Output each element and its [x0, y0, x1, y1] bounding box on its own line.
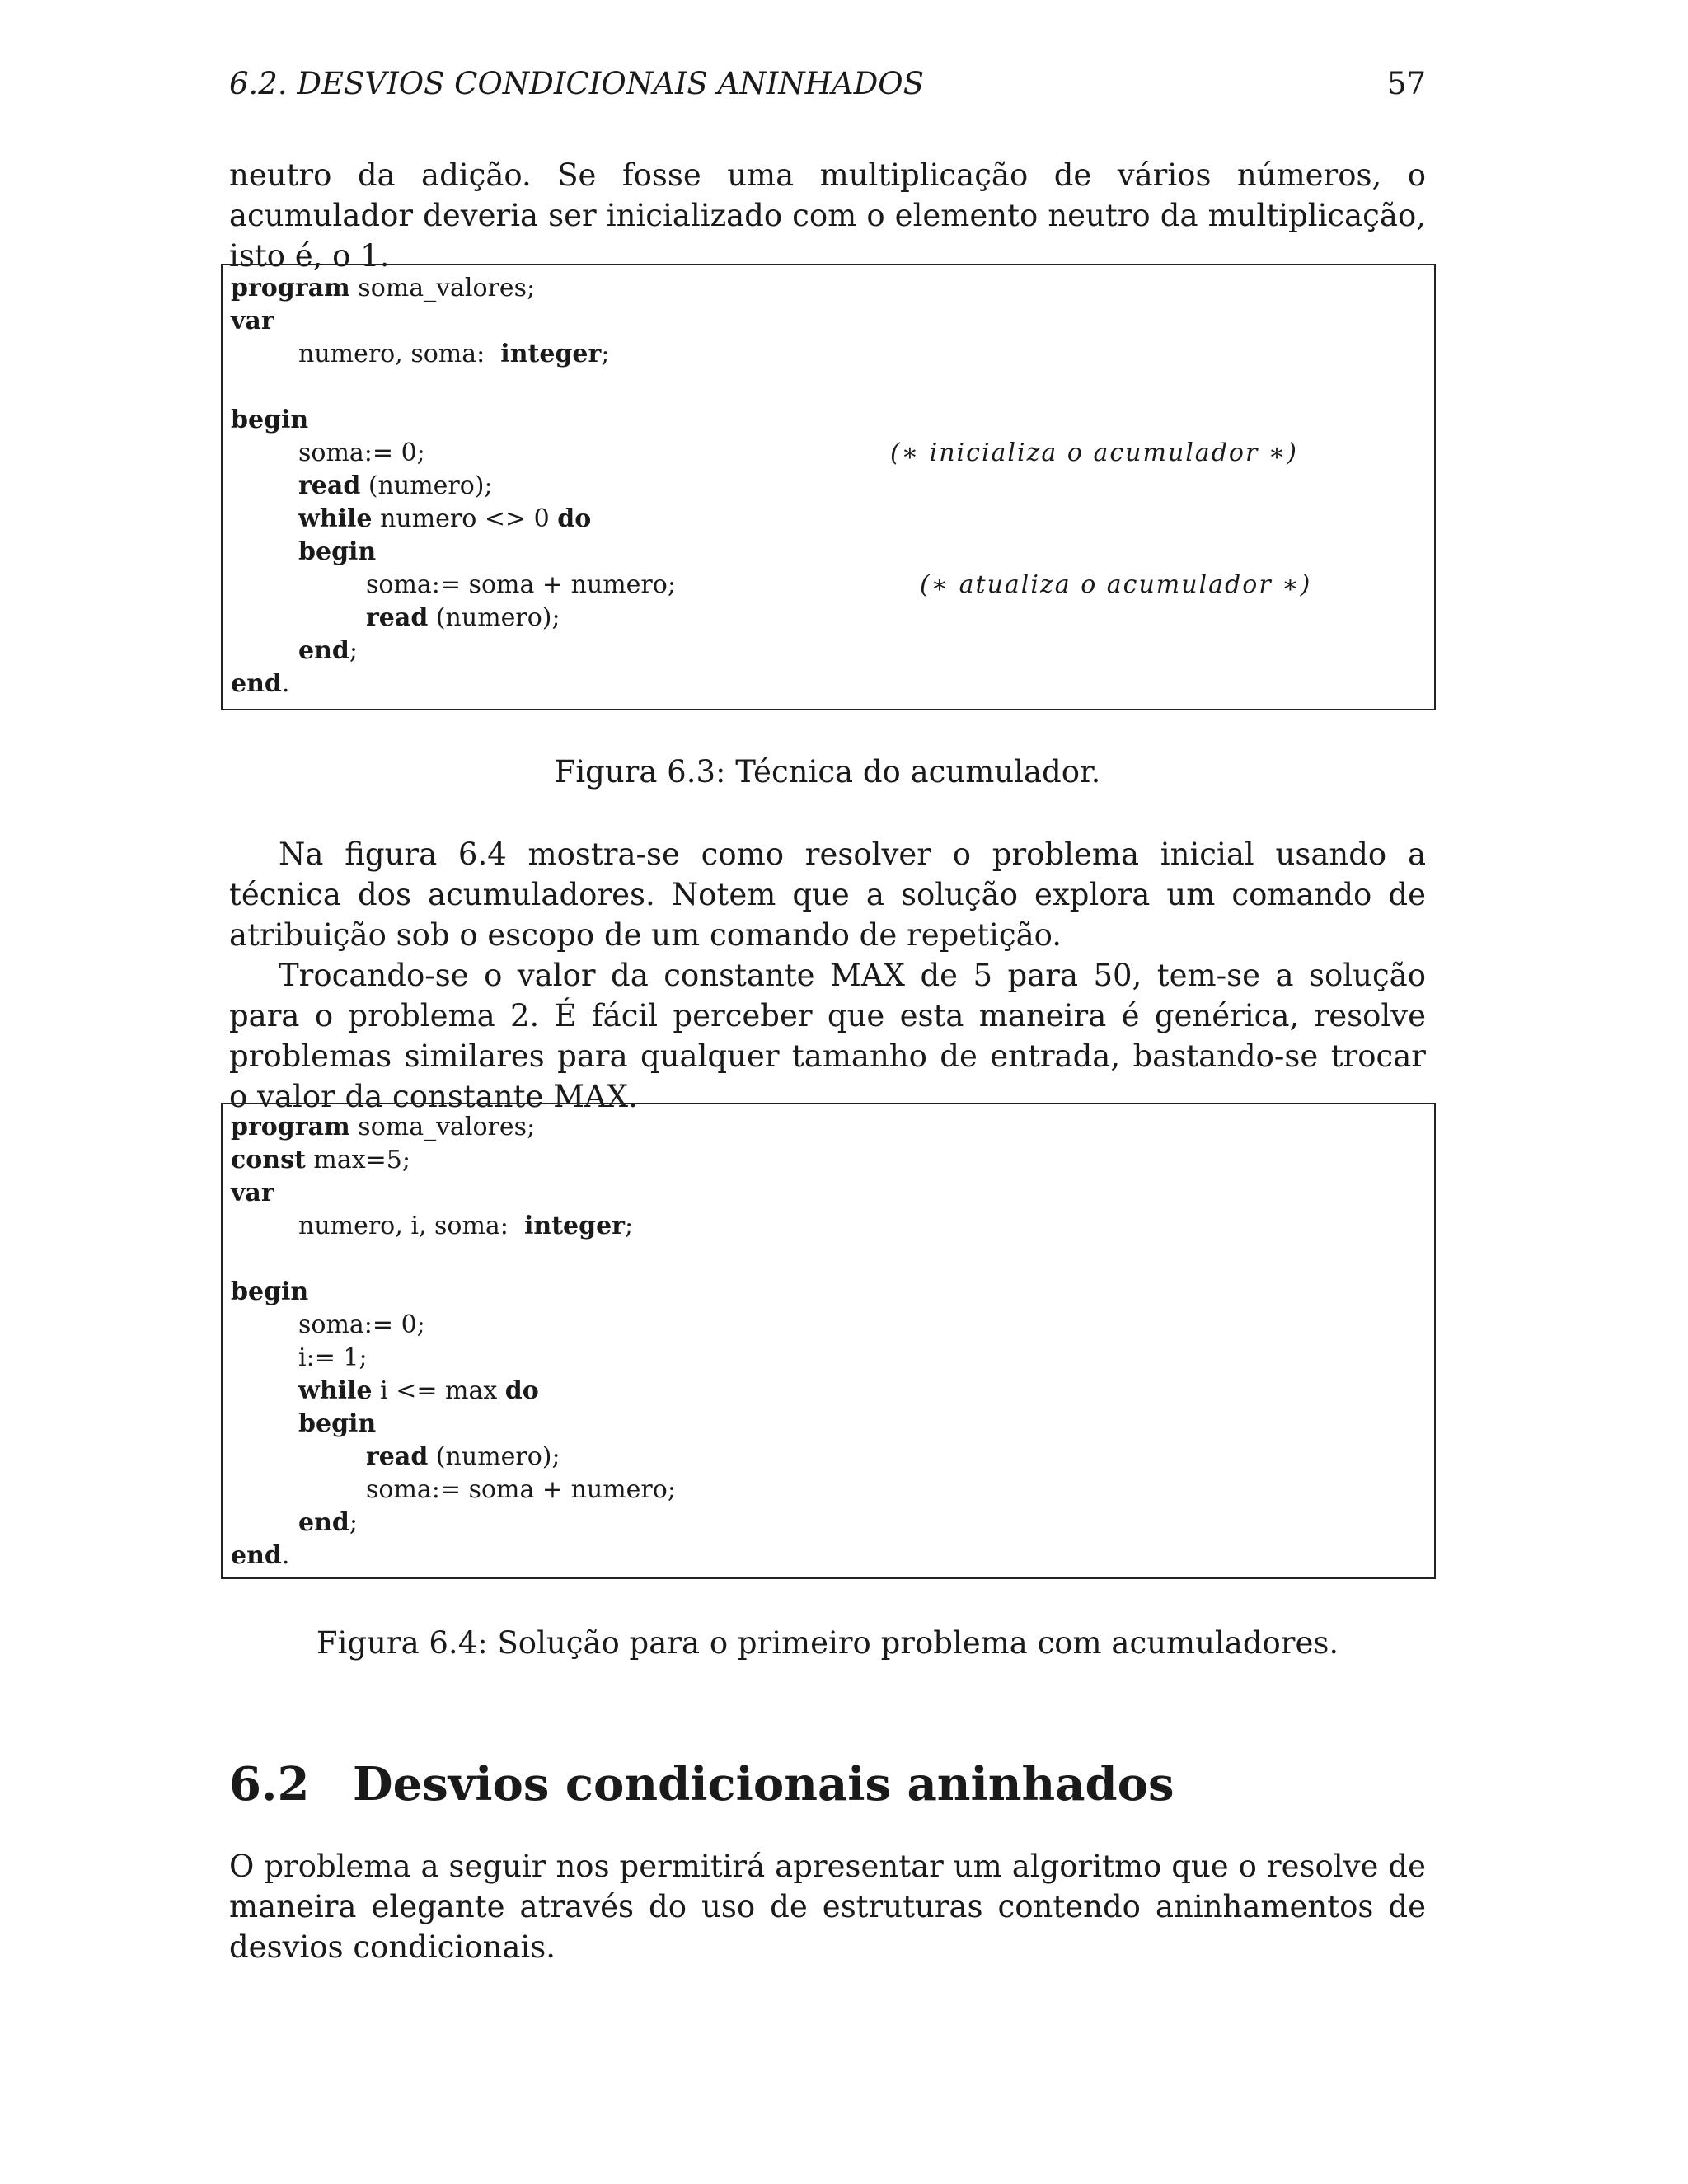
code-keyword: program — [231, 1113, 350, 1141]
code-text: soma_valores; — [349, 1113, 536, 1141]
page-number: 57 — [1386, 66, 1426, 101]
code-keyword: begin — [231, 1277, 309, 1306]
code-keyword: read — [298, 471, 361, 500]
paragraph-max-constant: Trocando-se o valor da constante MAX de 5 para 50, tem-se a solução para o problema 2. É fácil perceber que esta maneira é genérica, resolve problemas similares para qualquer tamanho de entrada, bastando-se trocar o valor da constante MAX. — [229, 958, 1426, 1114]
figure-caption-6-3: Figura 6.3: Técnica do acumulador. — [554, 754, 1101, 790]
code-text: (numero); — [360, 471, 493, 500]
code-text: soma_valores; — [349, 274, 536, 302]
code-text: numero, i, soma: — [298, 1212, 524, 1240]
code-text: soma:= soma + numero; — [366, 570, 676, 599]
body-paragraphs — [229, 834, 1426, 1117]
code-text: (numero); — [428, 603, 560, 632]
code-text: i <= max — [372, 1376, 505, 1405]
code-text: soma:= 0; — [298, 1310, 425, 1339]
running-header-title: 6.2. DESVIOS CONDICIONAIS ANINHADOS — [229, 66, 924, 101]
code-text: (numero); — [428, 1442, 560, 1471]
code-keyword: begin — [231, 405, 309, 434]
section-number: 6.2 — [229, 1757, 310, 1811]
code-comment: (∗ atualiza o acumulador ∗) — [920, 570, 1312, 599]
paragraph-figure-reference: Na figura 6.4 mostra-se como resolver o problema inicial usando a técnica dos acumuladores. Notem que a solução explora um comando de atribuição sob o escopo de um comando de repetição. — [229, 837, 1426, 953]
code-keyword: read — [366, 1442, 429, 1471]
code-keyword: program — [231, 274, 350, 302]
code-keyword: do — [557, 504, 592, 533]
code-keyword: while — [298, 504, 373, 533]
section-title: Desvios condicionais aninhados — [353, 1757, 1175, 1811]
code-listing-figure-6-3 — [221, 264, 1436, 710]
code-keyword: var — [231, 307, 274, 335]
code-text: max=5; — [305, 1146, 410, 1174]
code-text: . — [281, 1541, 290, 1570]
code-keyword: integer — [500, 340, 602, 368]
code-keyword: end — [298, 1508, 349, 1537]
code-keyword: end — [231, 669, 282, 698]
code-text: ; — [349, 636, 358, 665]
code-text: i:= 1; — [298, 1343, 368, 1372]
code-text: numero <> 0 — [372, 504, 558, 533]
code-text: ; — [601, 340, 610, 368]
code-text: numero, soma: — [298, 340, 501, 368]
code-text: soma:= 0; — [298, 438, 425, 467]
code-keyword: while — [298, 1376, 373, 1405]
code-keyword: integer — [523, 1212, 625, 1240]
code-keyword: const — [231, 1146, 306, 1174]
code-text: . — [281, 669, 290, 698]
code-keyword: end — [298, 636, 349, 665]
code-keyword: read — [366, 603, 429, 632]
figure-caption-6-4: Figura 6.4: Solução para o primeiro problema com acumuladores. — [316, 1625, 1339, 1661]
code-comment: (∗ inicializa o acumulador ∗) — [890, 438, 1298, 467]
intro-text: neutro da adição. Se fosse uma multiplicação de vários números, o acumulador deveria ser inicializado com o elemento neutro da multiplicação, isto é, o 1. — [229, 157, 1426, 274]
final-paragraph — [229, 1846, 1426, 1967]
code-keyword: begin — [298, 1409, 377, 1438]
code-keyword: begin — [298, 537, 377, 566]
running-header — [229, 66, 1426, 107]
code-text: ; — [625, 1212, 634, 1240]
code-keyword: end — [231, 1541, 282, 1570]
final-paragraph-text: O problema a seguir nos permitirá apresentar um algoritmo que o resolve de maneira elegante através do uso de estruturas contendo aninhamentos de desvios condicionais. — [229, 1849, 1426, 1965]
code-text: ; — [349, 1508, 358, 1537]
code-listing-figure-6-4 — [221, 1103, 1436, 1579]
code-keyword: var — [231, 1179, 274, 1207]
intro-paragraph — [229, 155, 1426, 276]
section-heading — [229, 1757, 1175, 1811]
code-keyword: do — [504, 1376, 539, 1405]
code-text: soma:= soma + numero; — [366, 1475, 676, 1504]
